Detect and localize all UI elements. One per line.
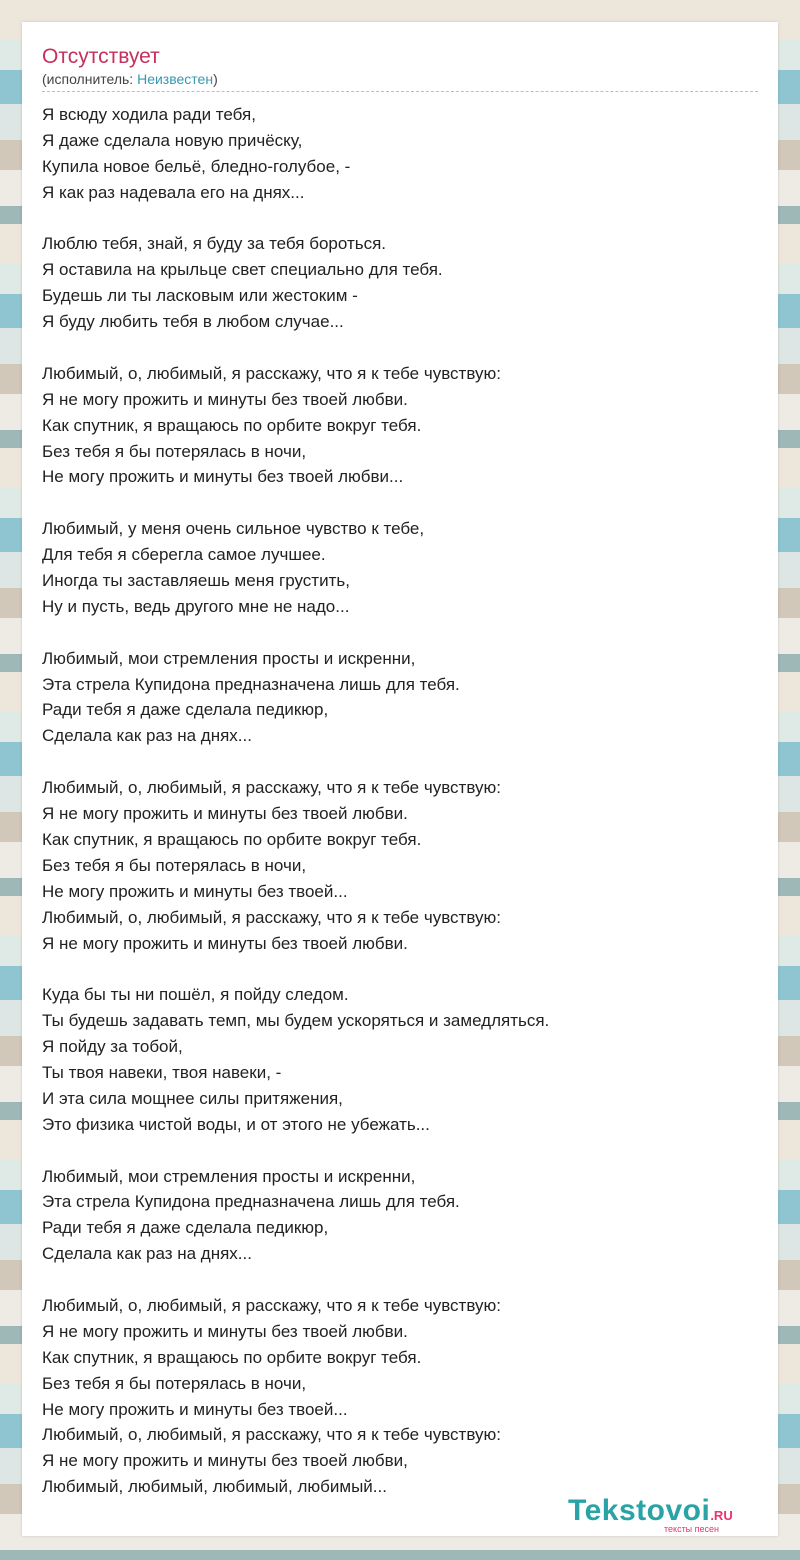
lyric-line: Сделала как раз на днях... bbox=[42, 1244, 252, 1264]
logo-tld: .RU bbox=[710, 1508, 733, 1523]
lyric-line: Не могу прожить и минуты без твоей... bbox=[42, 1399, 348, 1419]
lyric-line: Люблю тебя, знай, я буду за тебя бороться. bbox=[42, 234, 387, 254]
lyric-line: Любимый, о, любимый, я расскажу, что я к тебе чувствую: bbox=[42, 907, 501, 927]
lyric-line: Ну и пусть, ведь другого мне не надо... bbox=[42, 596, 350, 616]
lyric-line: Как спутник, я вращаюсь по орбите вокруг тебя. bbox=[42, 829, 422, 849]
lyric-line: Я не могу прожить и минуты без твоей любви. bbox=[42, 933, 408, 953]
logo-tagline: тексты песен bbox=[664, 1524, 720, 1534]
artist-prefix: (исполнитель: bbox=[42, 71, 138, 87]
lyric-line: Для тебя я сберегла самое лучшее. bbox=[42, 545, 326, 565]
stanza-break bbox=[42, 1138, 758, 1164]
lyric-line: Эта стрела Купидона предназначена лишь для тебя. bbox=[42, 1192, 460, 1212]
logo-main-text: Tekstovoi bbox=[568, 1494, 711, 1527]
lyric-line: Я не могу прожить и минуты без твоей любви, bbox=[42, 1451, 408, 1471]
lyric-line: Будешь ли ты ласковым или жестоким - bbox=[42, 286, 358, 306]
lyric-line: Любимый, любимый, любимый, любимый... bbox=[42, 1477, 387, 1497]
lyric-line: Любимый, о, любимый, я расскажу, что я к тебе чувствую: bbox=[42, 1295, 501, 1315]
song-title: Отсутствует bbox=[42, 45, 160, 68]
lyric-line: Я пойду за тобой, bbox=[42, 1037, 183, 1057]
lyric-line: Любимый, мои стремления просты и искренни, bbox=[42, 1166, 416, 1186]
lyric-line: Я не могу прожить и минуты без твоей любви. bbox=[42, 804, 408, 824]
lyric-line: Любимый, о, любимый, я расскажу, что я к тебе чувствую: bbox=[42, 778, 501, 798]
lyric-line: Куда бы ты ни пошёл, я пойду следом. bbox=[42, 985, 349, 1005]
lyric-line: Любимый, о, любимый, я расскажу, что я к тебе чувствую: bbox=[42, 1425, 501, 1445]
lyric-line: Я даже сделала новую причёску, bbox=[42, 130, 303, 150]
lyric-line: Эта стрела Купидона предназначена лишь для тебя. bbox=[42, 674, 460, 694]
lyric-line: Я не могу прожить и минуты без твоей любви. bbox=[42, 1321, 408, 1341]
lyric-line: Как спутник, я вращаюсь по орбите вокруг тебя. bbox=[42, 415, 422, 435]
lyric-line: Без тебя я бы потерялась в ночи, bbox=[42, 1373, 307, 1393]
stanza-break bbox=[42, 749, 758, 775]
lyric-line: Я оставила на крыльце свет специально для тебя. bbox=[42, 260, 443, 280]
lyric-line: Ради тебя я даже сделала педикюр, bbox=[42, 1218, 329, 1238]
lyric-line: Любимый, мои стремления просты и искренни, bbox=[42, 648, 416, 668]
lyric-line: Любимый, о, любимый, я расскажу, что я к тебе чувствую: bbox=[42, 363, 501, 383]
lyric-line: И эта сила мощнее силы притяжения, bbox=[42, 1088, 343, 1108]
lyric-line: Я всюду ходила ради тебя, bbox=[42, 105, 256, 124]
stanza-break bbox=[42, 620, 758, 646]
artist-link[interactable]: Неизвестен bbox=[137, 71, 214, 87]
lyric-line: Без тебя я бы потерялась в ночи, bbox=[42, 441, 307, 461]
lyric-line: Ради тебя я даже сделала педикюр, bbox=[42, 700, 329, 720]
lyrics-text bbox=[42, 102, 758, 1500]
artist-suffix: ) bbox=[213, 71, 218, 87]
lyric-line: Я буду любить тебя в любом случае... bbox=[42, 312, 344, 332]
lyric-line: Любимый, у меня очень сильное чувство к тебе, bbox=[42, 519, 425, 539]
song-header bbox=[42, 44, 758, 92]
lyric-line: Как спутник, я вращаюсь по орбите вокруг тебя. bbox=[42, 1347, 422, 1367]
lyric-line: Я как раз надевала его на днях... bbox=[42, 182, 305, 202]
lyric-line: Я не могу прожить и минуты без твоей любви. bbox=[42, 389, 408, 409]
lyric-line: Ты твоя навеки, твоя навеки, - bbox=[42, 1062, 282, 1082]
lyric-line: Купила новое бельё, бледно-голубое, - bbox=[42, 156, 351, 176]
lyric-line: Не могу прожить и минуты без твоей любви... bbox=[42, 467, 404, 487]
lyric-line: Это физика чистой воды, и от этого не убежать... bbox=[42, 1114, 430, 1134]
stanza-break bbox=[42, 1267, 758, 1293]
stanza-break bbox=[42, 335, 758, 361]
lyric-line: Иногда ты заставляешь меня грустить, bbox=[42, 571, 350, 591]
site-logo[interactable] bbox=[568, 1494, 778, 1534]
lyric-line: Сделала как раз на днях... bbox=[42, 726, 252, 746]
stanza-break bbox=[42, 956, 758, 982]
lyric-line: Ты будешь задавать темп, мы будем ускоряться и замедляться. bbox=[42, 1011, 550, 1031]
song-artist-line bbox=[42, 70, 758, 88]
lyrics-card bbox=[22, 22, 778, 1536]
lyric-line: Не могу прожить и минуты без твоей... bbox=[42, 881, 348, 901]
stanza-break bbox=[42, 206, 758, 232]
stanza-break bbox=[42, 490, 758, 516]
lyric-line: Без тебя я бы потерялась в ночи, bbox=[42, 855, 307, 875]
